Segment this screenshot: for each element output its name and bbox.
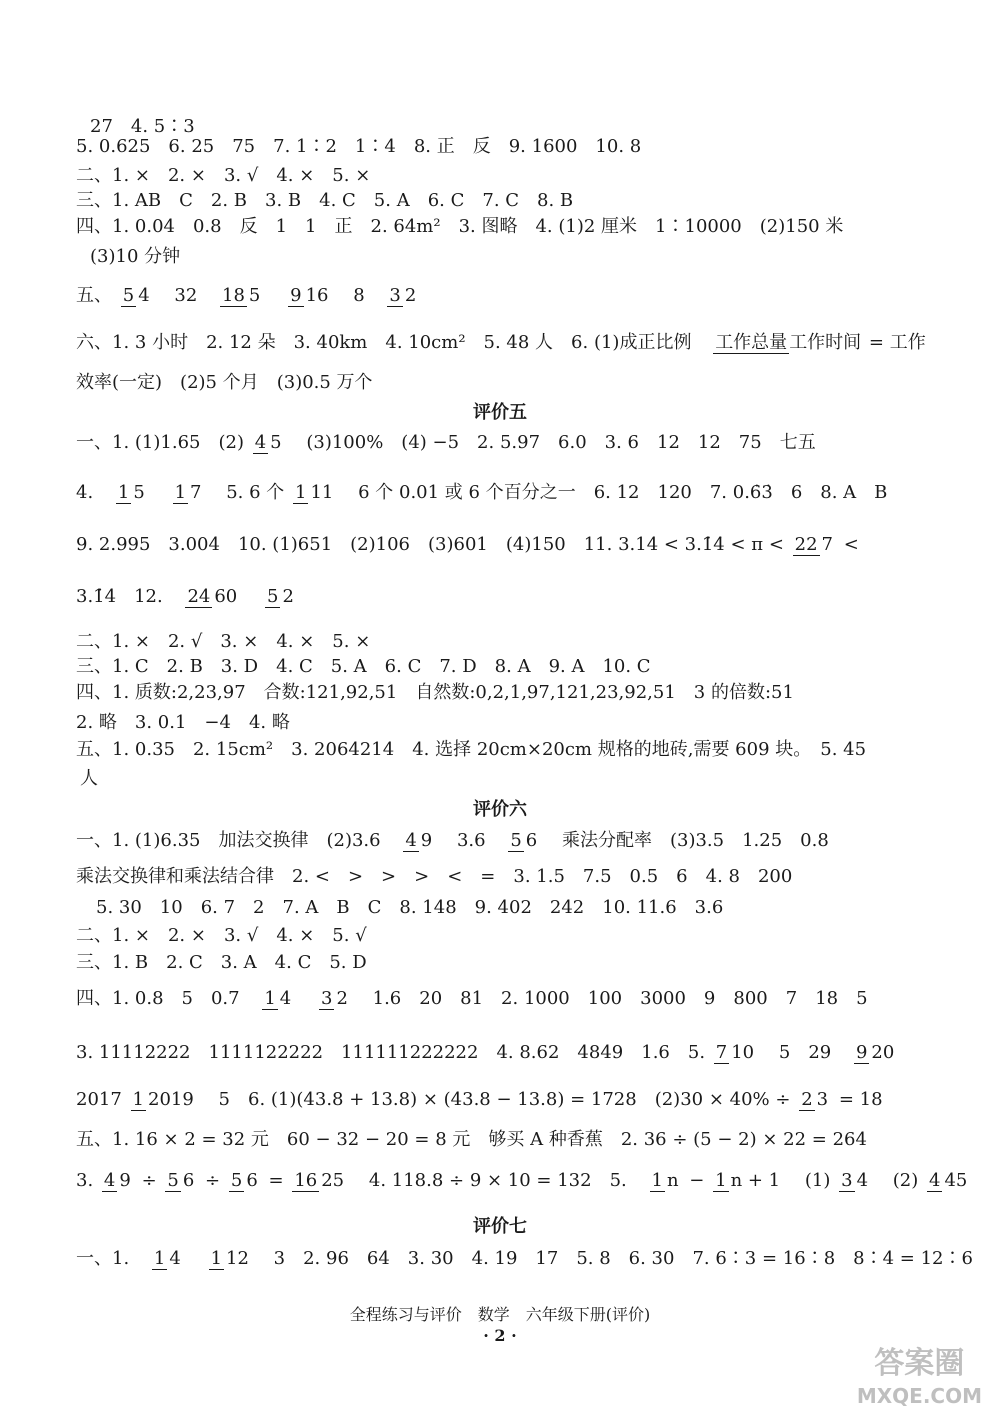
fraction: 22 7 (794, 534, 833, 555)
answer-line-14: 二、1. × 2. √ 3. × 4. × 5. × (76, 631, 371, 652)
fraction: 5 2 (267, 586, 294, 607)
answer-line-29: 3. 4 9 ÷ 5 6 ÷ 5 6 = 16 25 4. 118.8 ÷ 9 × 10 = 132 5. 1 n − 1 n + 1 (1) 3 4 (2) 4 45 (76, 1170, 968, 1191)
answer-line-30: 一、1. 1 4 1 12 3 2. 96 64 3. 30 4. 19 17 5. 8 6. 30 7. 6∶3 = 16∶8 8∶4 = 12∶6 (76, 1248, 973, 1269)
fraction: 4 9 (405, 830, 433, 851)
answer-line-6: (3)10 分钟 (90, 246, 181, 267)
section-title: 评价七 (473, 1216, 527, 1237)
answer-line-9: 效率(一定) (2)5 个月 (3)0.5 万个 (76, 372, 373, 393)
fraction: 4 9 (103, 1170, 131, 1191)
answer-line-19: 人 (80, 768, 98, 789)
fraction: 4 45 (928, 1170, 968, 1191)
fraction: 5 6 (230, 1170, 258, 1191)
section-title: 评价五 (473, 402, 527, 423)
answer-line-12: 9. 2.995 3.004 10. (1)651 (2)106 (3)601 (4)150 11. 3.14 < 3.1̇4̇ < π < 22 7 < (76, 534, 859, 555)
answer-line-11: 4. 1 5 1 7 5. 6 个 1 11 6 个 0.01 或 6 个百分之一 6. 12 120 7. 0.6̇3̇ 6 8. A B (76, 482, 888, 503)
answer-line-5: 四、1. 0.04 0.8 反 1 1 正 2. 64m² 3. 图略 4. (1)2 厘米 1∶10000 (2)150 米 (76, 216, 844, 237)
fraction: 3 2 (389, 285, 417, 306)
answer-line-26: 3. 11112222 1111122222 111111222222 4. 8.62 4849 1.6 5. 7 10 5 29 9 20 (76, 1042, 895, 1063)
fraction: 1 4 (264, 988, 292, 1009)
fraction: 2 3 (801, 1089, 829, 1110)
answer-line-1: 27 4. 5∶3 (90, 116, 195, 137)
page-number: · 2 · (483, 1326, 517, 1345)
fraction: 1 4 (153, 1248, 181, 1269)
fraction: 1 2019 (132, 1089, 194, 1110)
fraction: 1 5 (117, 482, 145, 503)
fraction: 16 25 (294, 1170, 345, 1191)
answer-line-23: 二、1. × 2. × 3. √ 4. × 5. √ (76, 925, 367, 946)
answer-line-25: 四、1. 0.8 5 0.7 1 4 3 2 1.6 20 81 2. 1000 100 3000 9 800 7 18 5 (76, 988, 868, 1009)
fraction: 5 6 (510, 830, 538, 851)
watermark: 答案圈 MXQE.COM (856, 1346, 982, 1408)
footer-title: 全程练习与评价 数学 六年级下册(评价) (349, 1305, 651, 1324)
answer-line-2: 5. 0.625 6. 25 75 7. 1∶2 1∶4 8. 正 反 9. 1600 10. 8 (76, 136, 642, 157)
answer-line-8: 六、1. 3 小时 2. 12 朵 3. 40km 4. 10cm² 5. 48 人 6. (1)成正比例 工作总量 工作时间 = 工作 (76, 332, 926, 353)
answer-line-22: 5. 30 10 6. 7 2 7. A B C 8. 148 9. 402 242 10. 11.6 3.6 (96, 897, 724, 918)
fraction: 24 60 (187, 586, 238, 607)
fraction: 9 16 (290, 285, 329, 306)
answer-line-3: 二、1. × 2. × 3. √ 4. × 5. × (76, 165, 371, 186)
fraction: 5 4 (122, 285, 150, 306)
fraction: 9 20 (855, 1042, 895, 1063)
fraction: 3 2 (320, 988, 348, 1009)
fraction: 1 12 (210, 1248, 249, 1269)
fraction: 1 7 (174, 482, 202, 503)
fraction: 18 5 (222, 285, 261, 306)
answer-line-10: 一、1. (1)1.65 (2) 4 5 (3)100% (4) −5 2. 5.97 6.0 3. 6 12 12 75 七五 (76, 432, 816, 453)
fraction: 1 n (651, 1170, 679, 1191)
answer-line-28: 五、1. 16 × 2 = 32 元 60 − 32 − 20 = 8 元 够买 A 种香蕉 2. 36 ÷ (5 − 2) × 22 = 264 (76, 1129, 867, 1150)
fraction: 5 6 (167, 1170, 195, 1191)
answer-line-15: 三、1. C 2. B 3. D 4. C 5. A 6. C 7. D 8. A 9. A 10. C (76, 656, 651, 677)
answer-line-7: 五、 5 4 32 18 5 9 16 8 3 2 (76, 285, 417, 306)
answer-line-17: 2. 略 3. 0.1 −4 4. 略 (76, 712, 290, 733)
answer-line-27: 2017 1 2019 5 6. (1)(43.8 + 13.8) × (43.8 − 13.8) = 1728 (2)30 × 40% ÷ 2 3 = 18 (76, 1089, 883, 1110)
fraction: 4 5 (254, 432, 282, 453)
answer-line-20: 一、1. (1)6.35 加法交换律 (2)3.6 4 9 3.6 5 6 乘法分配率 (3)3.5 1.25 0.8 (76, 830, 829, 851)
answer-line-21: 乘法交换律和乘法结合律 2. < > > > < = 3. 1.5 7.5 0.5 6 4. 8 200 (76, 866, 793, 887)
answer-line-18: 五、1. 0.35 2. 15cm² 3. 2064214 4. 选择 20cm×20cm 规格的地砖,需要 609 块。 5. 45 (76, 739, 867, 760)
answer-line-13: 3.1̇4 12. 24 60 5 2 (76, 586, 294, 607)
answer-line-4: 三、1. AB C 2. B 3. B 4. C 5. A 6. C 7. C 8. B (76, 190, 574, 211)
fraction: 1 11 (295, 482, 334, 503)
answer-line-16: 四、1. 质数:2,23,97 合数:121,92,51 自然数:0,2,1,97,121,23,92,51 3 的倍数:51 (76, 682, 794, 703)
fraction: 1 n + 1 (715, 1170, 781, 1191)
fraction: 3 4 (841, 1170, 869, 1191)
fraction: 工作总量 工作时间 (715, 332, 862, 353)
section-title: 评价六 (473, 799, 527, 820)
fraction: 7 10 (715, 1042, 755, 1063)
answer-line-24: 三、1. B 2. C 3. A 4. C 5. D (76, 952, 367, 973)
